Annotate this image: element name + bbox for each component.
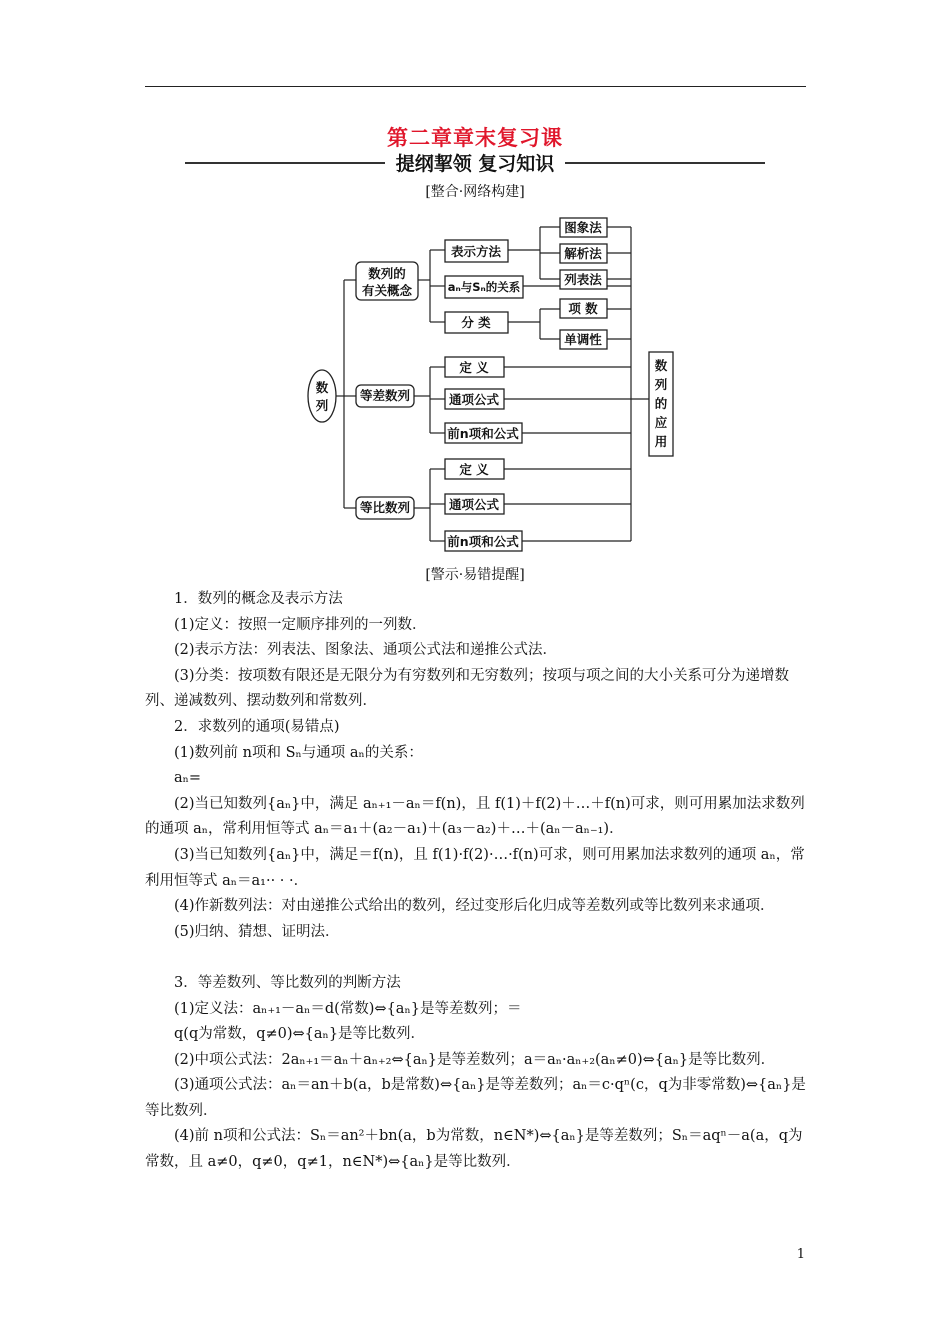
fenlei-label: 分 类 bbox=[461, 315, 491, 330]
content-paragraph: (1)定义法：aₙ₊₁－aₙ＝d(常数)⇔{aₙ}是等差数列；＝ bbox=[174, 1000, 522, 1017]
content-paragraph: (3)通项公式法：aₙ＝an＋b(a，b是常数)⇔{aₙ}是等差数列；aₙ＝c·qⁿ(c，q为非零常数)⇔{aₙ}是等比数列． bbox=[145, 1077, 806, 1119]
xiangshu-label: 项 数 bbox=[568, 301, 598, 316]
dengcha-qiann-label: 前n项和公式 bbox=[447, 426, 519, 441]
content-paragraph: (3)分类：按项数有限还是无限分为有穷数列和无穷数列；按项与项之间的大小关系可分为递增数列、递减数列、摆动数列和常数列． bbox=[145, 667, 790, 710]
content-paragraph: (2)当已知数列{aₙ}中，满足 aₙ₊₁－aₙ＝f(n)，且 f(1)＋f(2)＋…＋f(n)可求，则可用累加法求数列的通项 aₙ，常利用恒等式 aₙ＝a₁＋(a₂－a₁)＋(a₃－a₂)＋…＋(aₙ－aₙ₋₁)． bbox=[145, 795, 805, 838]
root-node bbox=[308, 370, 336, 422]
liebiao-label: 列表法 bbox=[564, 272, 602, 287]
tuxiang-label: 图象法 bbox=[564, 220, 602, 235]
dandiao-label: 单调性 bbox=[564, 332, 602, 347]
content-paragraph: (4)前 n项和公式法：Sₙ＝an²＋bn(a，b为常数，n∈N*)⇔{aₙ}是等差数列；Sₙ＝aqⁿ－a(a，q为常数，且 a≠0，q≠0，q≠1，n∈N*)⇔{aₙ}是等比数列． bbox=[145, 1128, 803, 1171]
content-paragraph: (2)表示方法：列表法、图象法、通项公式法和递推公式法． bbox=[174, 642, 558, 659]
content-paragraph: (1)数列前 n项和 Sₙ与通项 aₙ的关系： bbox=[174, 744, 423, 761]
concept-map bbox=[300, 210, 680, 560]
content-paragraph: 3．等差数列、等比数列的判断方法 bbox=[174, 974, 401, 991]
dengbi-tongxiang-label: 通项公式 bbox=[448, 497, 500, 512]
dengbi-label: 等比数列 bbox=[359, 500, 411, 515]
jiexi-label: 解析法 bbox=[564, 246, 602, 261]
header-rule bbox=[145, 86, 806, 87]
content-paragraph: (3)当已知数列{aₙ}中，满足＝f(n)，且 f(1)·f(2)·…·f(n)可求，则可用累加法求数列的通项 aₙ，常利用恒等式 aₙ＝a₁·· · ·． bbox=[145, 846, 805, 889]
root-text-1: 数 bbox=[315, 380, 329, 395]
warning-label: [警示·易错提醒] bbox=[425, 567, 525, 583]
application-label: 数列的应用 bbox=[654, 358, 668, 449]
content-paragraph: 2．求数列的通项(易错点) bbox=[174, 718, 340, 735]
concept-line-1: 数列的 bbox=[368, 266, 406, 281]
root-text-2: 列 bbox=[315, 398, 329, 413]
content-paragraph bbox=[145, 945, 809, 971]
concept-line-2: 有关概念 bbox=[361, 283, 413, 298]
content-paragraph: (5)归纳、猜想、证明法． bbox=[174, 923, 340, 940]
dengbi-dingyi-label: 定 义 bbox=[459, 462, 489, 477]
page-number: 1 bbox=[796, 1247, 805, 1262]
section-title: 提纲挈领 复习知识 bbox=[395, 153, 555, 175]
an-sn-label: aₙ与Sₙ的关系 bbox=[447, 280, 521, 294]
content-paragraph: (4)作新数列法：对由递推公式给出的数列，经过变形后化归成等差数列或等比数列来求通项． bbox=[174, 898, 775, 915]
content-paragraph: (1)定义：按照一定顺序排列的一列数． bbox=[174, 616, 427, 633]
content-body bbox=[145, 587, 809, 1176]
biaoshi-label: 表示方法 bbox=[450, 244, 502, 259]
dengcha-label: 等差数列 bbox=[359, 388, 411, 403]
dengcha-tongxiang-label: 通项公式 bbox=[448, 392, 500, 407]
content-paragraph: q(q为常数，q≠0)⇔{aₙ}是等比数列． bbox=[174, 1026, 426, 1043]
content-paragraph: 1．数列的概念及表示方法 bbox=[174, 591, 343, 607]
dengcha-dingyi-label: 定 义 bbox=[459, 360, 489, 375]
content-paragraph: (2)中项公式法：2aₙ₊₁＝aₙ＋aₙ₊₂⇔{aₙ}是等差数列；a＝aₙ·aₙ₊₂(aₙ≠0)⇔{aₙ}是等比数列． bbox=[174, 1051, 776, 1068]
chapter-title: 第二章章末复习课 bbox=[387, 126, 563, 150]
dengbi-qiann-label: 前n项和公式 bbox=[447, 534, 519, 549]
network-label: [整合·网络构建] bbox=[425, 184, 525, 200]
content-paragraph: aₙ= bbox=[174, 770, 202, 787]
